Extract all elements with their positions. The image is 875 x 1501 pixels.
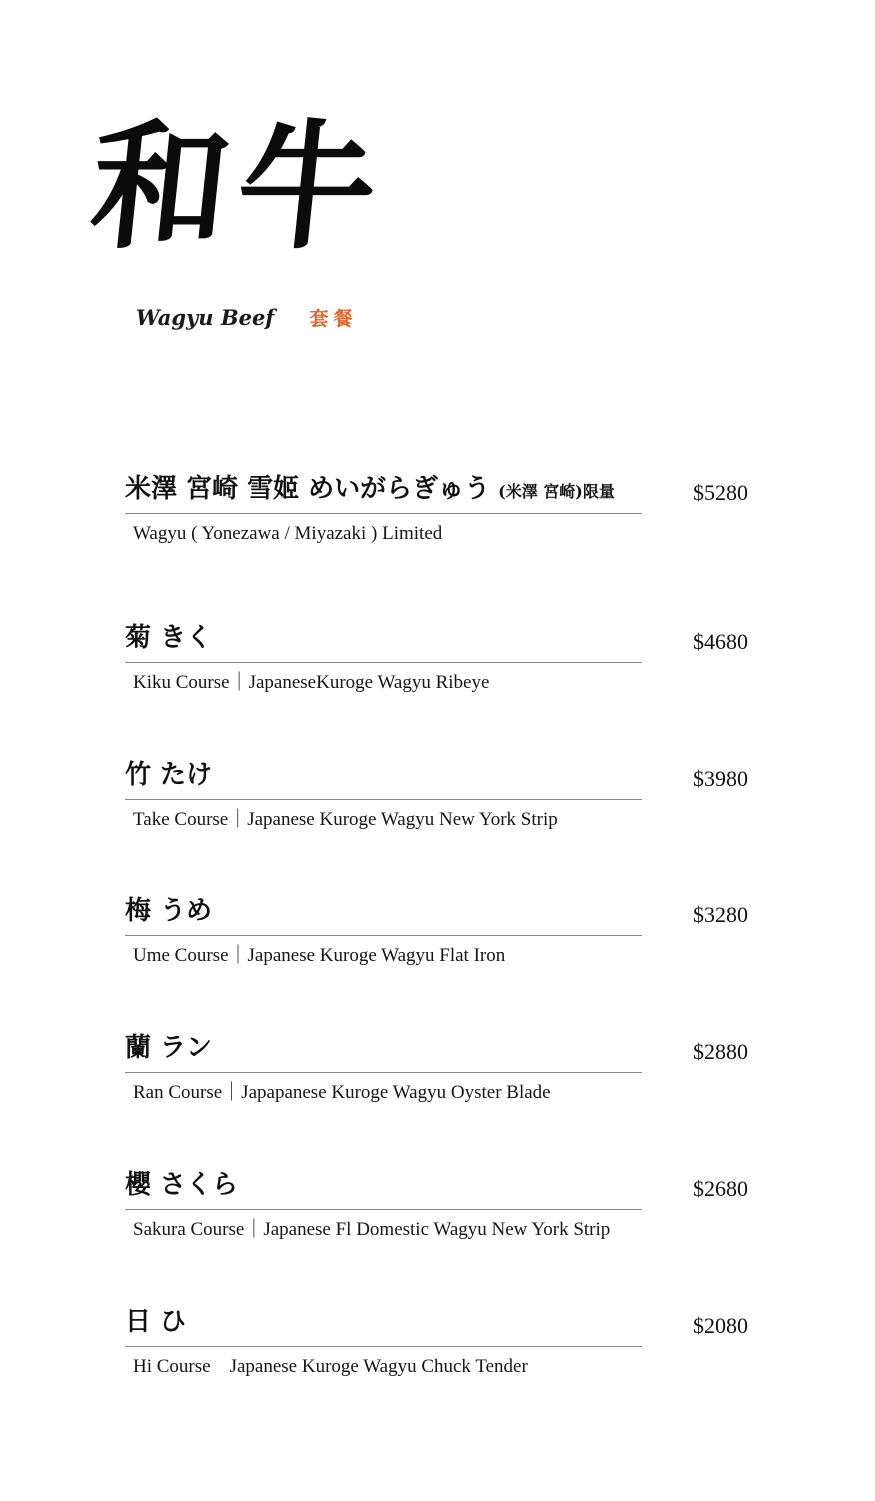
menu-item-price: $2880 — [693, 1039, 748, 1064]
menu-item-description: Kiku Course｜JapaneseKuroge Wagyu Ribeye — [133, 672, 490, 693]
menu-item-divider — [125, 1346, 642, 1347]
menu-item-description: Sakura Course｜Japanese Fl Domestic Wagyu New York Strip — [133, 1219, 611, 1240]
subtitle — [136, 304, 357, 331]
menu-item-divider — [125, 1209, 642, 1210]
menu-item-price: $3280 — [693, 902, 748, 927]
menu-item-price: $4680 — [693, 629, 748, 654]
menu-item-name: 櫻 さくら — [125, 1170, 239, 1200]
menu-item-description: Ran Course｜Japapanese Kuroge Wagyu Oyster Blade — [133, 1082, 551, 1103]
menu-item-price: $5280 — [693, 480, 748, 505]
menu-item-name: 蘭 ラン — [125, 1033, 213, 1063]
menu-item-divider — [125, 799, 642, 800]
subtitle-chinese: 套餐 — [309, 308, 358, 330]
menu-item-name — [125, 476, 615, 502]
menu-item-divider — [125, 513, 642, 514]
menu-item-name: 菊 きく — [125, 623, 213, 653]
menu-item-divider — [125, 935, 642, 936]
menu-item-description: Wagyu ( Yonezawa / Miyazaki ) Limited — [133, 523, 443, 544]
menu-item-description: Ume Course｜Japanese Kuroge Wagyu Flat Iron — [133, 945, 506, 966]
menu-item-price: $2080 — [693, 1313, 748, 1338]
menu-item-name-main: 米澤 宮崎 雪姬 めいがらぎゅう — [125, 474, 491, 504]
page-title: 和牛 — [83, 105, 393, 268]
menu-item-description: Hi Course Japanese Kuroge Wagyu Chuck Tender — [133, 1356, 528, 1377]
menu-item-divider — [125, 1072, 642, 1073]
menu-item-name-note: (米澤 宮崎)限量 — [498, 482, 615, 501]
menu-item-price: $2680 — [693, 1176, 748, 1201]
menu-item-divider — [125, 662, 642, 663]
subtitle-english: Wagyu Beef — [136, 305, 275, 330]
menu-item-description: Take Course｜Japanese Kuroge Wagyu New York Strip — [133, 809, 558, 830]
menu-item-name: 日 ひ — [125, 1307, 187, 1337]
menu-item-name: 梅 うめ — [125, 896, 213, 926]
menu-item-name: 竹 たけ — [125, 760, 213, 790]
menu-item-price: $3980 — [693, 766, 748, 791]
